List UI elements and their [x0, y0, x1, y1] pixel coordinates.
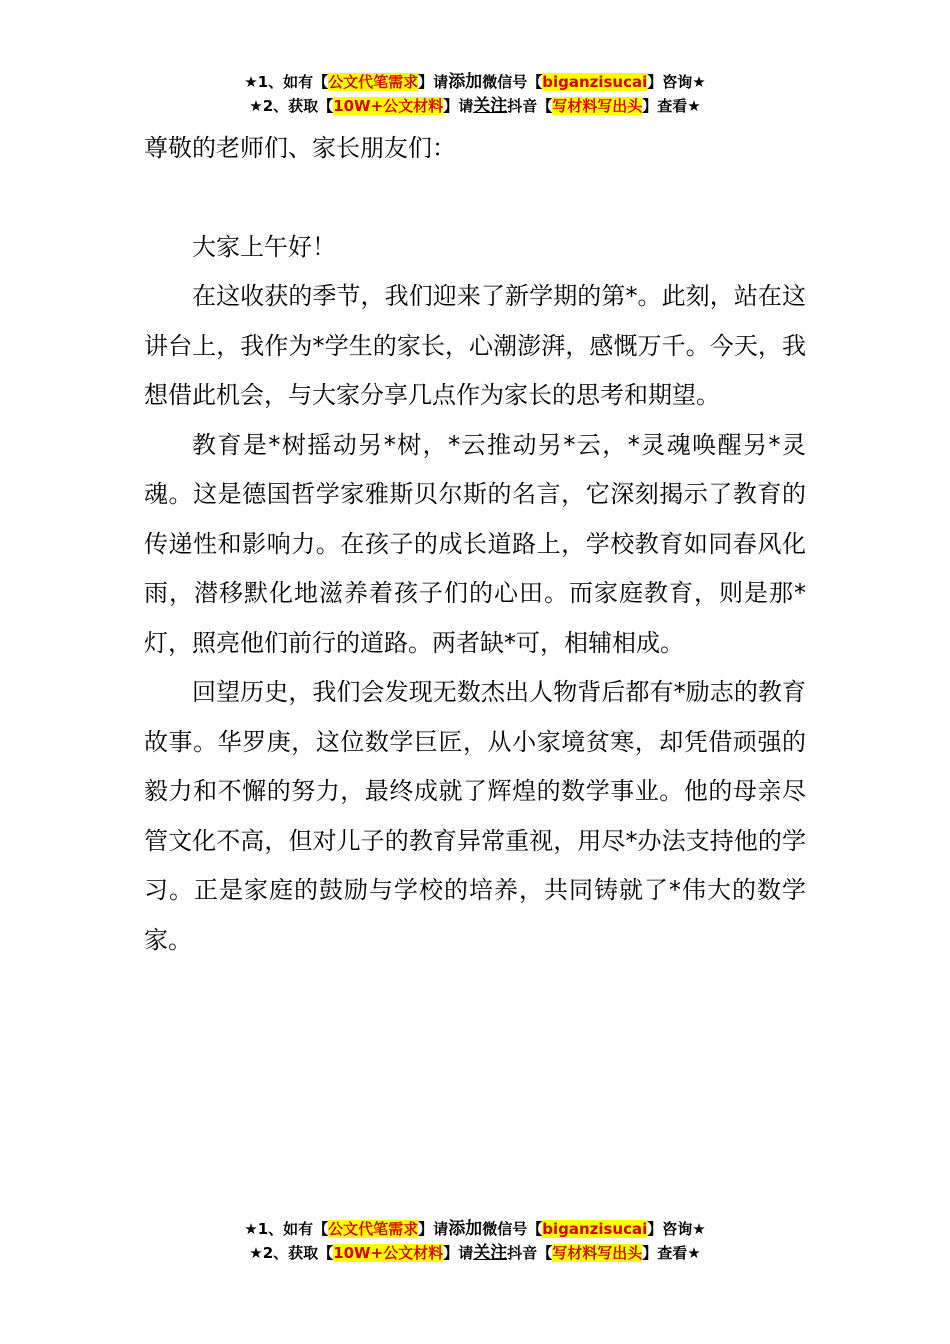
banner-line-2: ★2、获取【10W+公文材料】请关注抖音【写材料写出头】查看★	[249, 96, 701, 116]
footer-line-2: ★2、获取【10W+公文材料】请关注抖音【写材料写出头】查看★	[249, 1243, 701, 1263]
banner-line-1: ★1、如有【公文代笔需求】请添加微信号【biganzisucai】咨询★	[244, 72, 706, 92]
footer-line-1: ★1、如有【公文代笔需求】请添加微信号【biganzisucai】咨询★	[244, 1219, 706, 1239]
paragraph-2: 教育是*树摇动另*树，*云推动另*云，*灵魂唤醒另*灵魂。这是德国哲学家雅斯贝尔斯的名言，它深刻揭示了教育的传递性和影响力。在孩子的成长道路上，学校教育如同春风化雨，潜移默化地滋养着孩子们的心田。而家庭教育，则是那*灯，照亮他们前行的道路。两者缺*可，相辅相成。	[144, 430, 806, 657]
highlight-service: 公文代笔需求	[328, 1220, 419, 1238]
header-banner	[0, 70, 950, 118]
paragraph-1: 在这收获的季节，我们迎来了新学期的第*。此刻，站在这讲台上，我作为*学生的家长，心潮澎湃，感慨万千。今天，我想借此机会，与大家分享几点作为家长的思考和期望。	[144, 282, 806, 409]
document-body	[144, 124, 806, 965]
paragraph-3: 回望历史，我们会发现无数杰出人物背后都有*励志的教育故事。华罗庚，这位数学巨匠，从小家境贫寒，却凭借顽强的毅力和不懈的努力，最终成就了辉煌的数学事业。他的母亲尽管文化不高，但对儿子的教育异常重视，用尽*办法支持他的学习。正是家庭的鼓励与学校的培养，共同铸就了*伟大的数学家。	[144, 678, 806, 954]
footer-banner	[0, 1217, 950, 1265]
highlight-wechat-id: biganzisucai	[542, 73, 648, 91]
salutation: 尊敬的老师们、家长朋友们：	[144, 134, 456, 162]
highlight-douyin-account: 写材料写出头	[552, 1244, 643, 1262]
paragraph-greeting: 大家上午好！	[192, 232, 336, 261]
highlight-service: 公文代笔需求	[328, 73, 419, 91]
highlight-materials: 10W+公文材料	[333, 97, 444, 115]
highlight-materials: 10W+公文材料	[333, 1244, 444, 1262]
highlight-douyin-account: 写材料写出头	[552, 97, 643, 115]
highlight-wechat-id: biganzisucai	[542, 1220, 648, 1238]
